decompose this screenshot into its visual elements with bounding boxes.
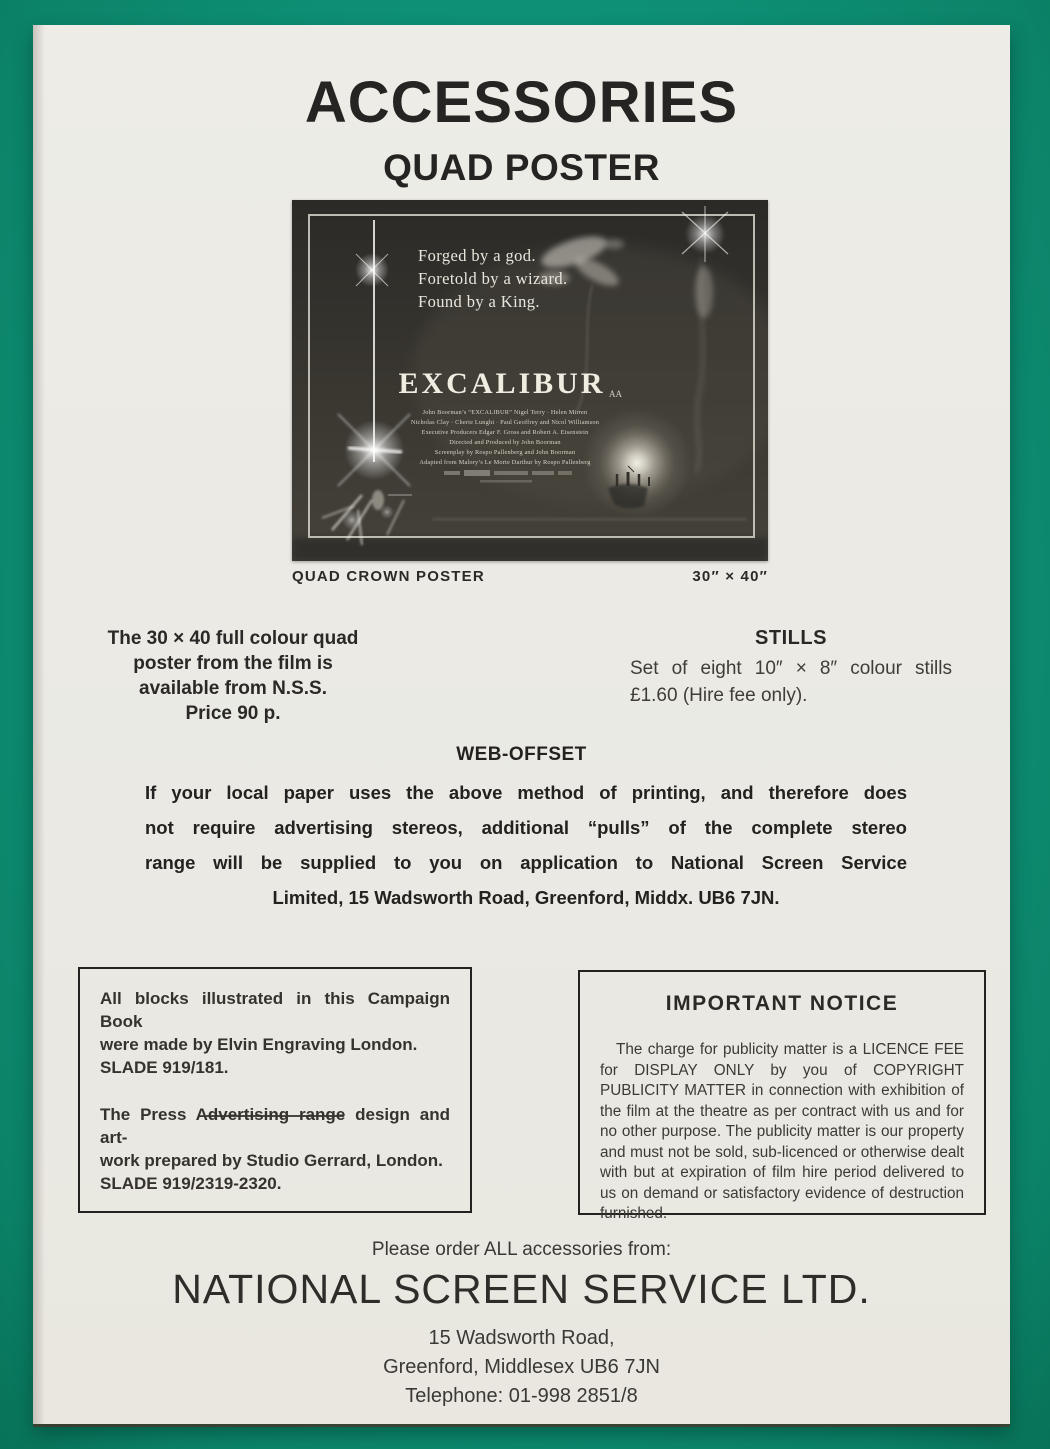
important-notice-body: The charge for publicity matter is a LICENCE FEE for DISPLAY ONLY by you of COPYRIGHT PUBLICITY MATTER in connection with exhibition of the film at the theatre as per contract with us and for no other purpose. The publicity matter is our property and must not be sold, sub-licenced or otherwise dealt with but at expiration of film hire period delivered to us on demand or satisfactory evidence of destruction furnished. [600,1041,964,1222]
quad-info-line: available from N.S.S. [139,678,327,699]
blocks-credit-line: were made by Elvin Engraving London. [100,1035,418,1054]
stills-line: £1.60 (Hire fee only). [630,685,808,706]
poster-credits-line: Nicholas Clay · Cherie Lunghi · Paul Geoffrey and Nicol Williamson [410,419,600,426]
campaign-book-page [33,25,1010,1424]
web-offset-line: range will be supplied to you on application to National Screen Service [145,852,907,873]
poster-credits-line: Adapted from Malory’s Le Morte Darthur by Rospo Pallenberg [419,459,591,466]
poster-tagline-2: Foretold by a wizard. [418,269,568,288]
press-advertising-line: The Press Advertising range design and art- [100,1105,450,1147]
company-address [33,1324,1010,1411]
quad-info-line: poster from the film is [133,653,333,674]
poster-tagline-3: Found by a King. [418,292,540,311]
page-title: ACCESSORIES [304,70,739,135]
stills-section [630,627,952,707]
poster-size: 30″ × 40″ [692,568,768,585]
web-offset-line: not require advertising stereos, additional “pulls” of the complete stereo [145,817,907,838]
web-offset-line: Limited, 15 Wadsworth Road, Greenford, Middx. UB6 7JN. [272,887,780,908]
blocks-credit-line: All blocks illustrated in this Campaign Book [100,989,450,1031]
poster-caption-row [292,568,768,585]
press-advertising-line: work prepared by Studio Gerrard, London. [100,1151,443,1170]
web-offset-line: If your local paper uses the above method of printing, and therefore does [145,782,907,803]
address-line-1: 15 Wadsworth Road, [428,1327,615,1349]
address-line-2: Greenford, Middlesex UB6 7JN [383,1356,660,1378]
blocks-credit-box [78,967,472,1213]
poster-title: EXCALIBUR [398,367,606,400]
press-advertising-line: SLADE 919/2319-2320. [100,1174,282,1193]
quad-info-line: The 30 × 40 full colour quad [107,628,359,649]
blocks-credit-paragraph [100,987,450,1079]
certificate-aa: AA [609,389,622,399]
important-notice-box [578,970,986,1222]
web-offset-heading: WEB-OFFSET [456,744,587,765]
page-subtitle: QUAD POSTER [383,147,660,188]
footer-section [33,1239,1010,1411]
quad-info-line: Price 90 p. [185,703,281,724]
phone-line: Telephone: 01-998 2851/8 [405,1385,638,1407]
poster-caption: QUAD CROWN POSTER [292,568,485,585]
poster-credits-line: Screenplay by Rospo Pallenberg and John Boorman [434,449,576,456]
stills-line: Set of eight 10″ × 8″ colour stills [630,658,952,679]
company-name: NATIONAL SCREEN SERVICE LTD. [172,1266,871,1312]
poster-credits-line: John Boorman’s “EXCALIBUR” Nigel Terry · Helen Mirren [422,409,588,416]
poster-credits-line: Executive Producers Edgar F. Gross and Robert A. Eisenstein [421,429,589,436]
order-instruction: Please order ALL accessories from: [371,1239,672,1260]
poster-credits-line: Directed and Produced by John Boorman [449,439,561,446]
press-advertising-paragraph [100,1103,450,1195]
blocks-credit-line: SLADE 919/181. [100,1058,229,1077]
excalibur-quad-poster-image [292,200,768,561]
web-offset-section [145,782,907,922]
quad-poster-info [43,626,423,726]
important-notice-heading: IMPORTANT NOTICE [665,992,899,1015]
poster-artwork [292,200,768,561]
poster-tagline-1: Forged by a god. [418,246,536,265]
stills-heading: STILLS [755,627,827,649]
